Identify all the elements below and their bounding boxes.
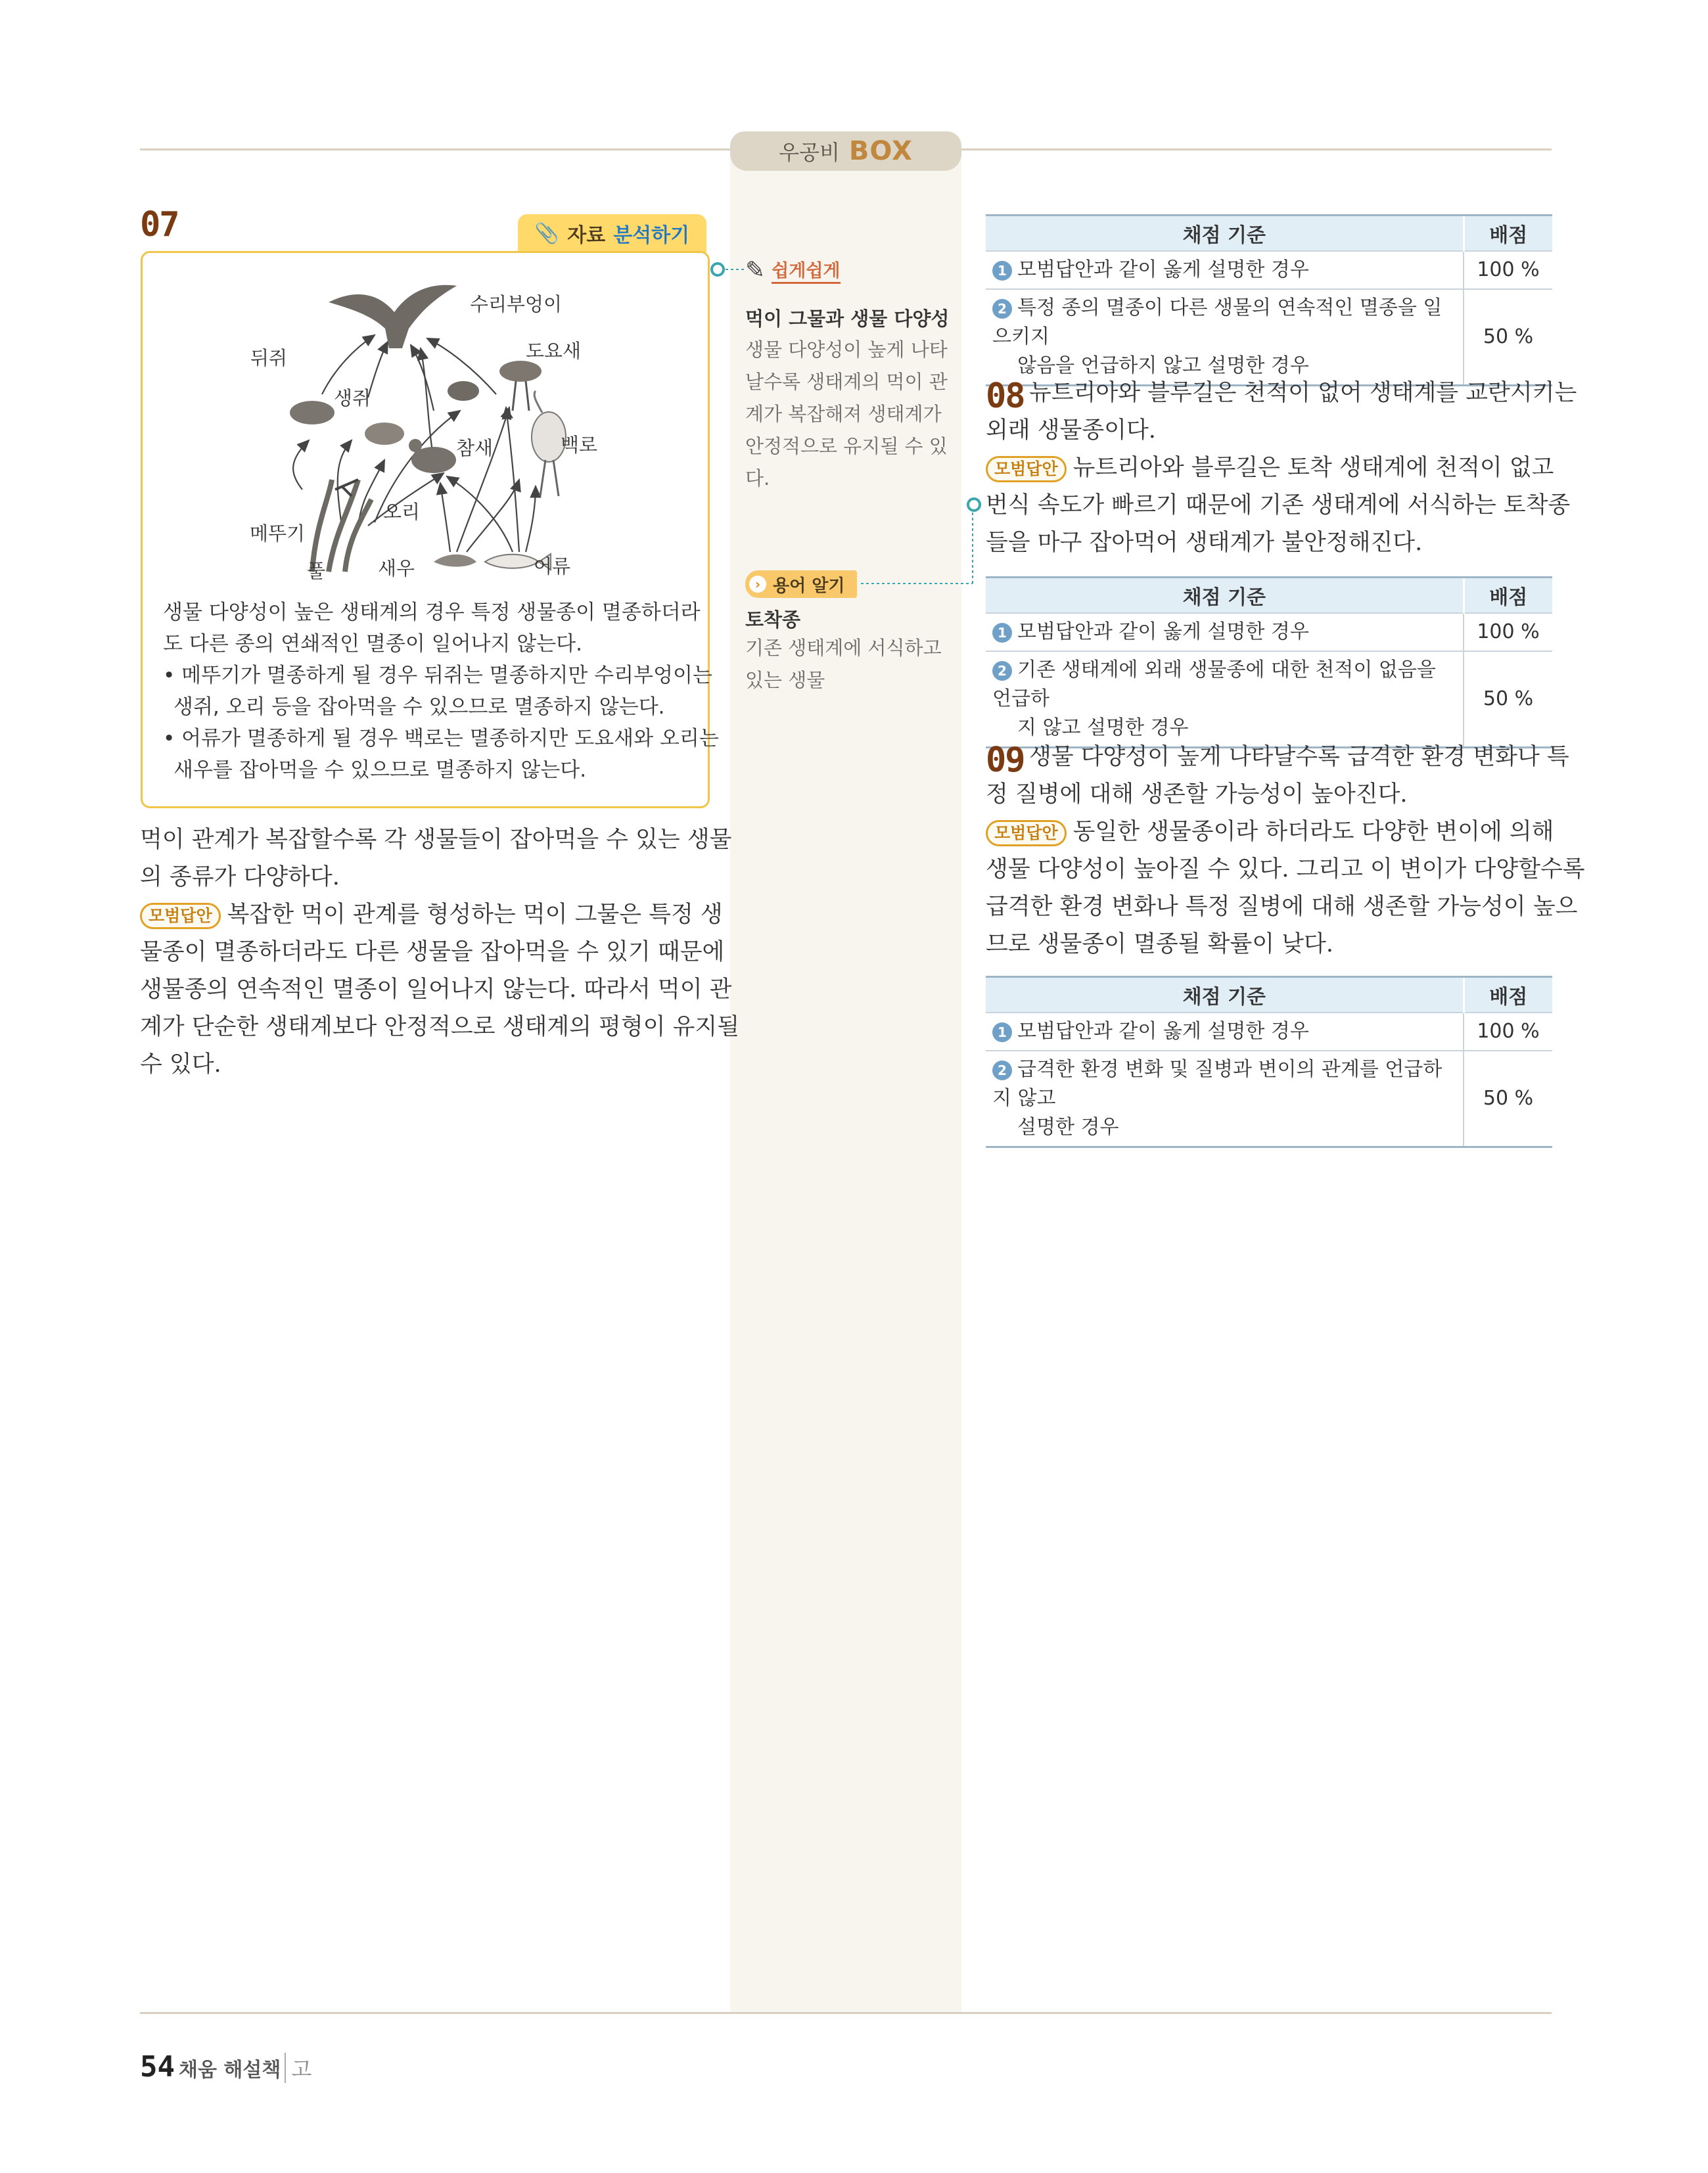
circled-number: 1 [992, 1022, 1012, 1042]
label-sandpiper: 도요새 [526, 340, 582, 362]
table-row [986, 613, 1552, 651]
page-footer [140, 2050, 312, 2084]
q09-model-line-1 [986, 813, 1554, 851]
score-value: 100 % [1464, 251, 1552, 289]
bottom-rule [140, 2012, 1552, 2014]
label-shrew: 뒤쥐 [250, 347, 288, 369]
analysis-note-5: • 어류가 멸종하게 될 경우 백로는 멸종하지만 도요새와 오리는 [163, 727, 719, 750]
q08-model-line-3: 들을 마구 잡아먹어 생태계가 불안정해진다. [986, 530, 1423, 556]
score-header: 배점 [1464, 578, 1552, 614]
label-hawk: 수리부엉이 [470, 293, 563, 315]
label-shrimp: 새우 [378, 557, 415, 580]
q08-model-line-1 [986, 449, 1554, 487]
circled-number: 1 [992, 623, 1012, 643]
box-label: 우공비 [779, 140, 840, 165]
criteria-header: 채점 기준 [986, 216, 1464, 252]
score-header: 배점 [1464, 216, 1552, 252]
label-grass: 풀 [307, 560, 326, 582]
criteria-text: 급격한 환경 변화 및 질병과 변이의 관계를 언급하지 않고 [992, 1058, 1443, 1110]
easy-body-4: 안정적으로 유지될 수 있 [745, 435, 948, 457]
label-duck: 오리 [383, 501, 421, 523]
score-value: 50 % [1464, 651, 1552, 748]
table-row [986, 651, 1552, 748]
book-suffix: 고 [285, 2053, 312, 2083]
table-row [986, 289, 1552, 386]
criteria-text: 않음을 언급하지 않고 설명한 경우 [1017, 354, 1309, 377]
term-title: 토착종 [745, 608, 801, 631]
q07-model-line-1 [140, 896, 723, 934]
term-body-1: 기존 생태계에 서식하고 [745, 637, 942, 659]
connector-easy [708, 260, 748, 279]
q09-question-line-2: 정 질병에 대해 생존할 가능성이 높아진다. [986, 781, 1408, 808]
analysis-note-4: 생쥐, 오리 등을 잡아먹을 수 있으므로 멸종하지 않는다. [173, 695, 665, 719]
circled-number: 2 [992, 1061, 1012, 1080]
criteria-text: 지 않고 설명한 경우 [1017, 716, 1189, 739]
easy-tag [745, 256, 841, 284]
paperclip-icon: 📎 [534, 221, 560, 245]
label-fish: 어류 [534, 555, 571, 578]
scoring-table-08 [986, 576, 1552, 748]
question-number-07: 07 [140, 205, 179, 244]
box-brand: BOX [848, 136, 913, 166]
q08-question-line-2: 외래 생물종이다. [986, 417, 1156, 444]
criteria-header: 채점 기준 [986, 977, 1464, 1013]
label-mouse: 생쥐 [334, 387, 371, 409]
model-answer-badge: 모범답안 [986, 456, 1067, 482]
circled-number: 1 [992, 261, 1012, 281]
q07-model-line-5: 수 있다. [140, 1051, 221, 1078]
term-tag [745, 570, 857, 598]
easy-body-5: 다. [745, 467, 770, 490]
easy-body-2: 날수록 생태계의 먹이 관 [745, 371, 948, 393]
score-header: 배점 [1464, 977, 1552, 1013]
term-tag-label: 용어 알기 [773, 576, 845, 596]
criteria-text: 기존 생태계에 외래 생물종에 대한 천적이 없음을 언급하 [992, 658, 1436, 710]
q09-model-line-4: 므로 생물종이 멸종될 확률이 낮다. [986, 931, 1333, 957]
q07-model-line-3: 생물종의 연속적인 멸종이 일어나지 않는다. 따라서 먹이 관 [140, 976, 732, 1003]
q07-model-text-1: 복잡한 먹이 관계를 형성하는 먹이 그물은 특정 생 [227, 902, 723, 928]
q07-model-line-2: 물종이 멸종하더라도 다른 생물을 잡아먹을 수 있기 때문에 [140, 939, 725, 965]
score-value: 50 % [1464, 1051, 1552, 1147]
criteria-text: 특정 종의 멸종이 다른 생물의 연속적인 멸종을 일으키지 [992, 296, 1443, 348]
label-grasshopper: 메뚜기 [250, 522, 306, 545]
table-row [986, 251, 1552, 289]
pencil-icon: ✎ [745, 256, 766, 284]
model-answer-badge: 모범답안 [986, 820, 1067, 846]
label-sparrow: 참새 [456, 437, 494, 459]
analysis-note-2: 도 다른 종의 연쇄적인 멸종이 일어나지 않는다. [163, 632, 582, 656]
q08-question-line-1: 뉴트리아와 블루길은 천적이 없어 생태계를 교란시키는 [1029, 380, 1577, 406]
question-number-08: 08 [986, 377, 1025, 416]
criteria-header: 채점 기준 [986, 578, 1464, 614]
analysis-note-3: • 메뚜기가 멸종하게 될 경우 뒤쥐는 멸종하지만 수리부엉이는 [163, 664, 712, 687]
q07-answer-line-2: 의 종류가 다양하다. [140, 864, 340, 890]
criteria-text: 모범답안과 같이 옳게 설명한 경우 [1017, 1020, 1309, 1043]
scoring-table-07 [986, 214, 1552, 386]
analysis-note-6: 새우를 잡아먹을 수 있으므로 멸종하지 않는다. [173, 758, 587, 782]
chevron-right-icon: › [749, 576, 766, 593]
box-header [730, 131, 961, 171]
q09-question-line-1: 생물 다양성이 높게 나타날수록 급격한 환경 변화나 특 [1029, 744, 1569, 770]
easy-title: 먹이 그물과 생물 다양성 [745, 308, 950, 330]
circled-number: 2 [992, 299, 1012, 319]
q09-model-line-3: 급격한 환경 변화나 특정 질병에 대해 생존할 가능성이 높으 [986, 894, 1578, 920]
q07-model-line-4: 계가 단순한 생태계보다 안정적으로 생태계의 평형이 유지될 [140, 1014, 740, 1040]
book-title: 채움 해설책 [178, 2059, 281, 2082]
score-value: 50 % [1464, 289, 1552, 386]
table-row [986, 1051, 1552, 1147]
easy-tag-label: 쉽게쉽게 [772, 256, 840, 284]
analysis-note-1: 생물 다양성이 높은 생태계의 경우 특정 생물종이 멸종하더라 [163, 601, 701, 624]
criteria-text: 모범답안과 같이 옳게 설명한 경우 [1017, 620, 1309, 643]
q08-model-line-2: 번식 속도가 빠르기 때문에 기존 생태계에 서식하는 토착종 [986, 492, 1571, 518]
easy-body-1: 생물 다양성이 높게 나타 [745, 338, 948, 361]
scoring-table-09 [986, 976, 1552, 1148]
term-body-2: 있는 생물 [745, 669, 825, 691]
analysis-tab [518, 214, 706, 252]
q09-model-line-2: 생물 다양성이 높아질 수 있다. 그리고 이 변이가 다양할수록 [986, 856, 1585, 882]
table-row [986, 1013, 1552, 1051]
criteria-text: 모범답안과 같이 옳게 설명한 경우 [1017, 258, 1309, 281]
model-answer-badge: 모범답안 [140, 903, 221, 929]
q07-answer-line-1: 먹이 관계가 복잡할수록 각 생물들이 잡아먹을 수 있는 생물 [140, 827, 732, 853]
easy-body-3: 계가 복잡해져 생태계가 [745, 403, 942, 425]
question-number-09: 09 [986, 741, 1025, 780]
circled-number: 2 [992, 661, 1012, 681]
score-value: 100 % [1464, 1013, 1552, 1051]
page-number: 54 [140, 2050, 175, 2084]
analysis-tab-label-1: 자료 [567, 224, 606, 247]
analysis-tab-label-2: 분석하기 [613, 224, 690, 247]
score-value: 100 % [1464, 613, 1552, 651]
label-heron: 백로 [561, 434, 598, 456]
q08-model-text-1: 뉴트리아와 블루길은 토착 생태계에 천적이 없고 [1073, 455, 1554, 481]
connector-term [861, 493, 986, 591]
q09-model-text-1: 동일한 생물종이라 하더라도 다양한 변이에 의해 [1073, 819, 1554, 845]
criteria-text: 설명한 경우 [1017, 1116, 1119, 1139]
